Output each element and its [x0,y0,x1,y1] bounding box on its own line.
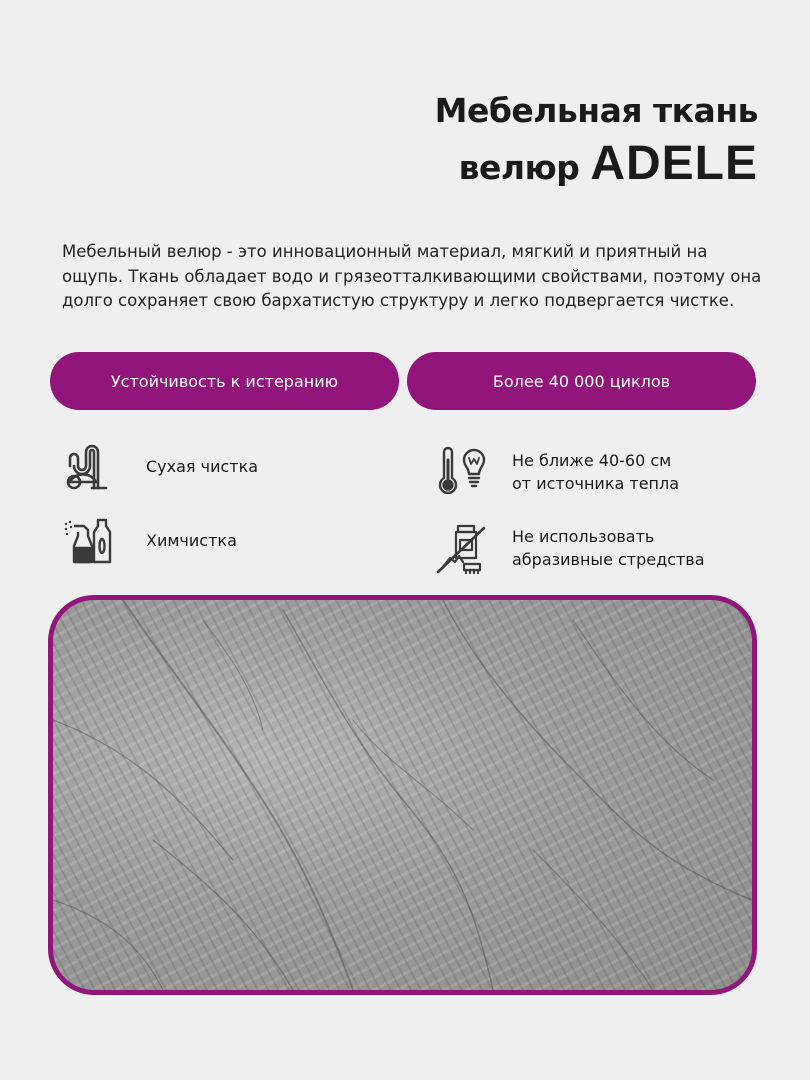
brand-name: ADELE [590,137,758,190]
feature-line-2: от источника тепла [512,474,680,493]
no-abrasive-icon [432,520,492,576]
product-title [435,86,758,196]
feature-chemical-cleaning [60,512,237,568]
fabric-sample-image [48,595,757,995]
title-prefix: велюр [458,148,580,187]
abrasion-resistance-badge: Устойчивость к истеранию [50,352,399,410]
vacuum-cleaner-icon [60,438,120,494]
feature-line-1: Не использовать [512,527,655,546]
feature-label [512,449,679,495]
feature-label: Сухая чистка [146,456,259,476]
product-description: Мебельный велюр - это инновационный материал, мягкий и приятный на ощупь. Ткань обладает водо и грязеотталкивающими свойствами, поэтому она долго сохраняет свою бархатистую структуру и легко подвергается чистке. [62,242,762,310]
spray-bottle-icon [60,512,120,568]
thermometer-bulb-icon [432,444,492,500]
cycles-badge: Более 40 000 циклов [407,352,756,410]
feature-label [512,525,705,571]
feature-heat-distance [432,444,679,500]
feature-line-1: Не ближе 40-60 см [512,451,672,470]
fabric-texture [53,600,752,990]
feature-label: Химчистка [146,530,237,550]
feature-dry-cleaning [60,438,258,494]
feature-line-2: абразивные стредства [512,550,705,569]
feature-no-abrasives [432,520,705,576]
title-line-1: Мебельная ткань [434,91,758,130]
title-line-2 [435,136,758,196]
